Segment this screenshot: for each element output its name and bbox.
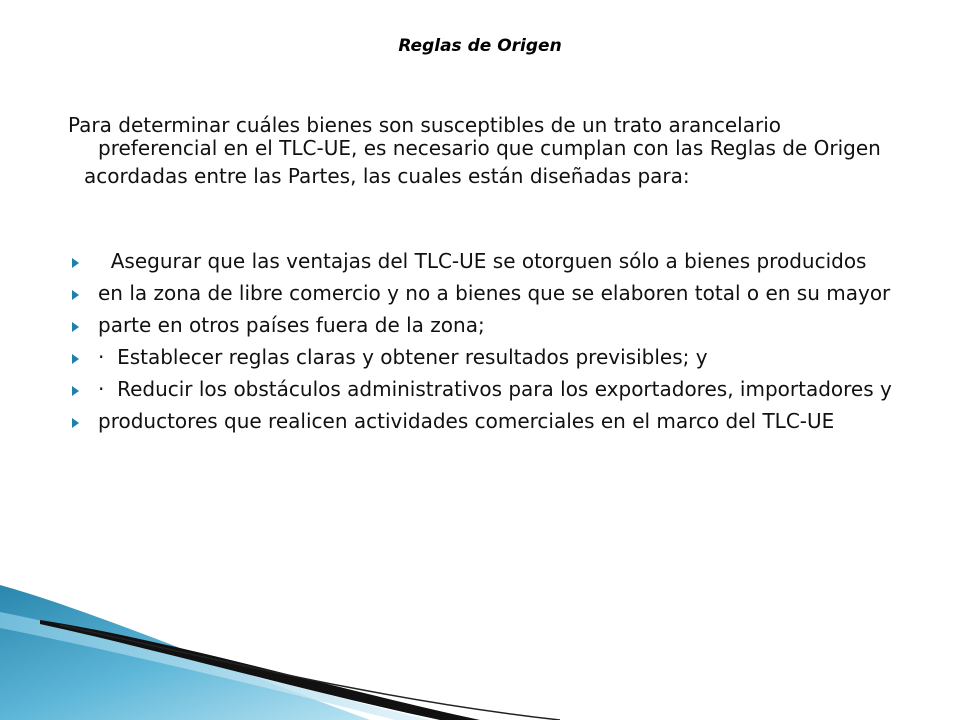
bullet-text: en la zona de libre comercio y no a bienes que se elaboren total o en su mayor (98, 281, 891, 305)
bullet-text: parte en otros países fuera de la zona; (98, 313, 485, 337)
intro-line-1: Para determinar cuáles bienes son susceptibles de un trato arancelario preferencial en el TLC-UE, es necesario que cumplan con las Reglas de Origen (68, 113, 881, 160)
bullet-text: Asegurar que las ventajas del TLC-UE se otorguen sólo a bienes producidos (98, 249, 867, 273)
bullet-text: · Reducir los obstáculos administrativos para los exportadores, importadores y (98, 377, 892, 401)
slide-title: Reglas de Origen (398, 36, 562, 56)
intro-line-2: acordadas entre las Partes, las cuales están diseñadas para: (84, 164, 690, 188)
bullet-text: · Establecer reglas claras y obtener resultados previsibles; y (98, 345, 708, 369)
bullet-text: productores que realicen actividades comerciales en el marco del TLC-UE (98, 409, 835, 433)
